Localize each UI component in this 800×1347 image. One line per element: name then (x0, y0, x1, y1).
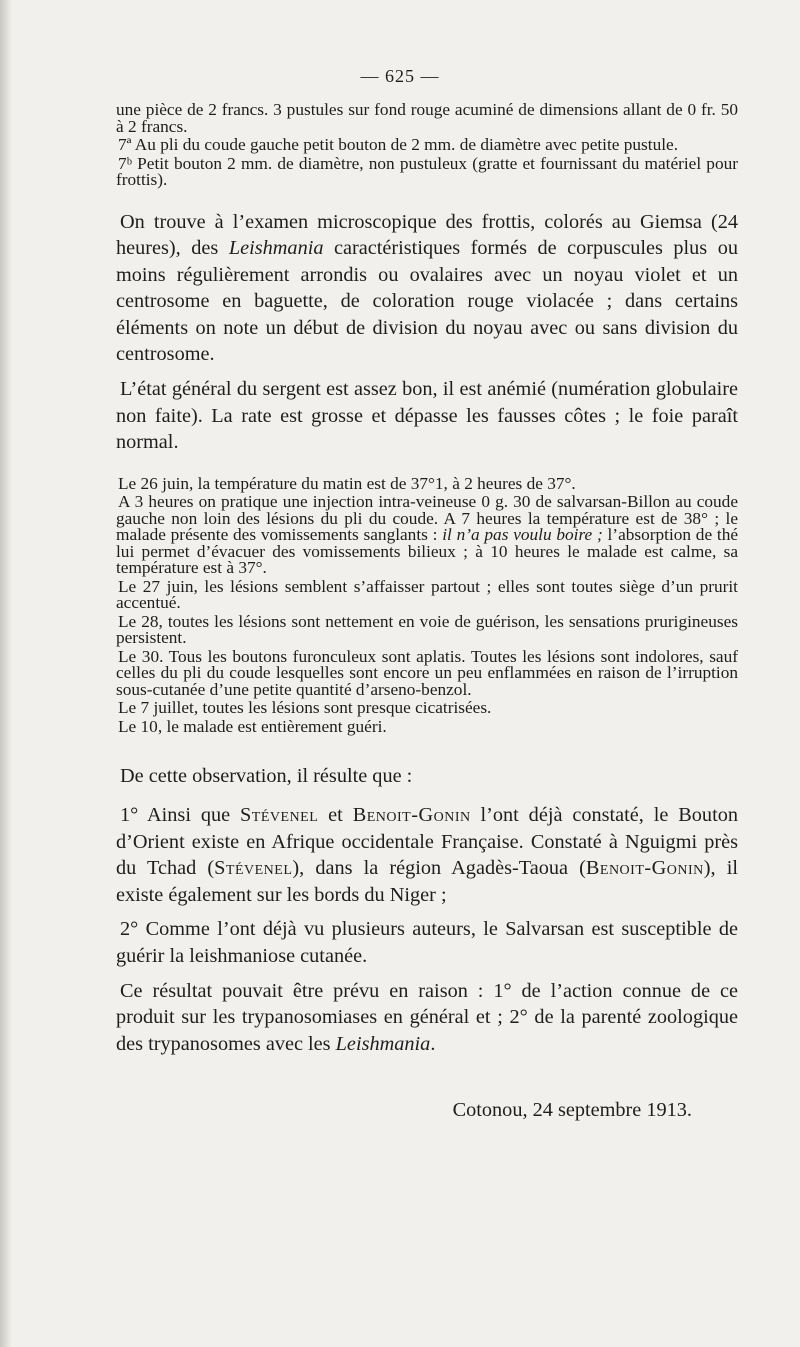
exam-text-b: caractéristiques formés de corpuscules plus ou moins régulièrement arrondis ou ovalaires avec un noyau violet et un centrosome en baguette, de coloration rouge violacée ; dans certains éléments on note un début de division du noyau avec ou sans division du centrosome. (116, 237, 738, 366)
case-note-7a: 7ª Au pli du coude gauche petit bouton de 2 mm. de diamètre avec petite pustule. (118, 135, 679, 154)
exam-text-a: On trouve à l’examen microscopique des frottis, colorés au Giemsa (24 heures), des (116, 210, 738, 260)
course-july-7: Le 7 juillet, toutes les lésions sont presque cicatrisées. (118, 698, 492, 718)
course-june-27: Le 27 juin, les lésions semblent s’affaisser partout ; elles sont toutes siège d’un prurit accentué. (116, 576, 738, 613)
author-benoit-gonin: Benoit-Gonin (352, 803, 471, 826)
scan-margin-shadow (0, 0, 12, 1347)
course-june-26: Le 26 juin, la température du matin est de 37°1, à 2 heures de 37°. (118, 473, 576, 493)
conclusion-3 (116, 978, 738, 1058)
conclusion-3-b: . (430, 1032, 436, 1055)
course-injection-italic: il n’a pas voulu boire ; (442, 525, 603, 545)
conclusion-3-genus-italic: Leishmania (335, 1032, 431, 1055)
course-june-28: Le 28, toutes les lésions sont nettement en voie de guérison, les sensations prurigineuses persistent. (116, 611, 738, 648)
course-injection-b: l’absorption de thé lui permet d’évacuer des vomissements bilieux ; à 10 heures le malade est calme, sa température est à 37°. (116, 525, 738, 578)
course-june-30: Le 30. Tous les boutons furonculeux sont aplatis. Toutes les lésions sont indolores, sauf celles du pli du coude lesquelles sont encore un peu enflammées en raison de l’irruption sous-cutanée d’une petite quantité d’arseno-benzol. (116, 646, 738, 699)
course-july-10: Le 10, le malade est entièrement guéri. (118, 716, 387, 736)
exam-paragraph (116, 209, 738, 369)
author-stevenel-2: Stévenel (214, 857, 293, 880)
course-injection (116, 494, 738, 577)
body-text (116, 102, 738, 1124)
course-injection-a: A 3 heures on pratique une injection intra-veineuse 0 g. 30 de salvarsan-Billon au coude gauche non loin des lésions du pli du coude. A 7 heures la température est de 38° ; le malade présente des vomissements sanglants : (116, 492, 738, 545)
exam-genus-italic: Leishmania (228, 237, 324, 260)
conclusion-3-a: Ce résultat pouvait être prévu en raison : 1° de l’action connue de ce produit sur les trypanosomiases en général et ; 2° de la parenté zoologique des trypanosomes avec les (116, 979, 738, 1055)
case-note-continued: une pièce de 2 francs. 3 pustules sur fond rouge acuminé de dimensions allant de 0 fr. 50 à 2 francs. (116, 100, 738, 136)
place-date-signature: Cotonou, 24 septembre 1913. (452, 1099, 692, 1122)
case-note-7b: 7ᵇ Petit bouton 2 mm. de diamètre, non pustuleux (gratte et fournissant du matériel pour frottis). (116, 153, 738, 189)
conclusion-2: 2° Comme l’ont déjà vu plusieurs auteurs, le Salvarsan est susceptible de guérir la leishmaniose cutanée. (116, 918, 738, 967)
general-state-paragraph: L’état général du sergent est assez bon, il est anémié (numération globulaire non faite). La rate est grosse et dépasse les fausses côtes ; le foie paraît normal. (116, 378, 738, 454)
conclusion-1-a: 1° Ainsi que (120, 803, 241, 826)
author-benoit-gonin-2: Benoit-Gonin (585, 857, 704, 880)
page-number: — 625 — (360, 66, 440, 86)
author-stevenel: Stévenel (240, 803, 319, 826)
conclusion-1-b: et (318, 803, 353, 826)
conclusion-1-e: ), il existe également sur les bords du Niger ; (116, 857, 738, 906)
conclusion-1-d: ), dans la région Agadès-Taoua ( (292, 857, 586, 880)
conclusion-1-c: l’ont déjà constaté, le Bouton d’Orient existe en Afrique occidentale Française. Constaté à Nguigmi près du Tchad ( (116, 803, 738, 880)
conclusion-intro: De cette observation, il résulte que : (120, 765, 413, 788)
conclusion-1 (116, 802, 738, 908)
